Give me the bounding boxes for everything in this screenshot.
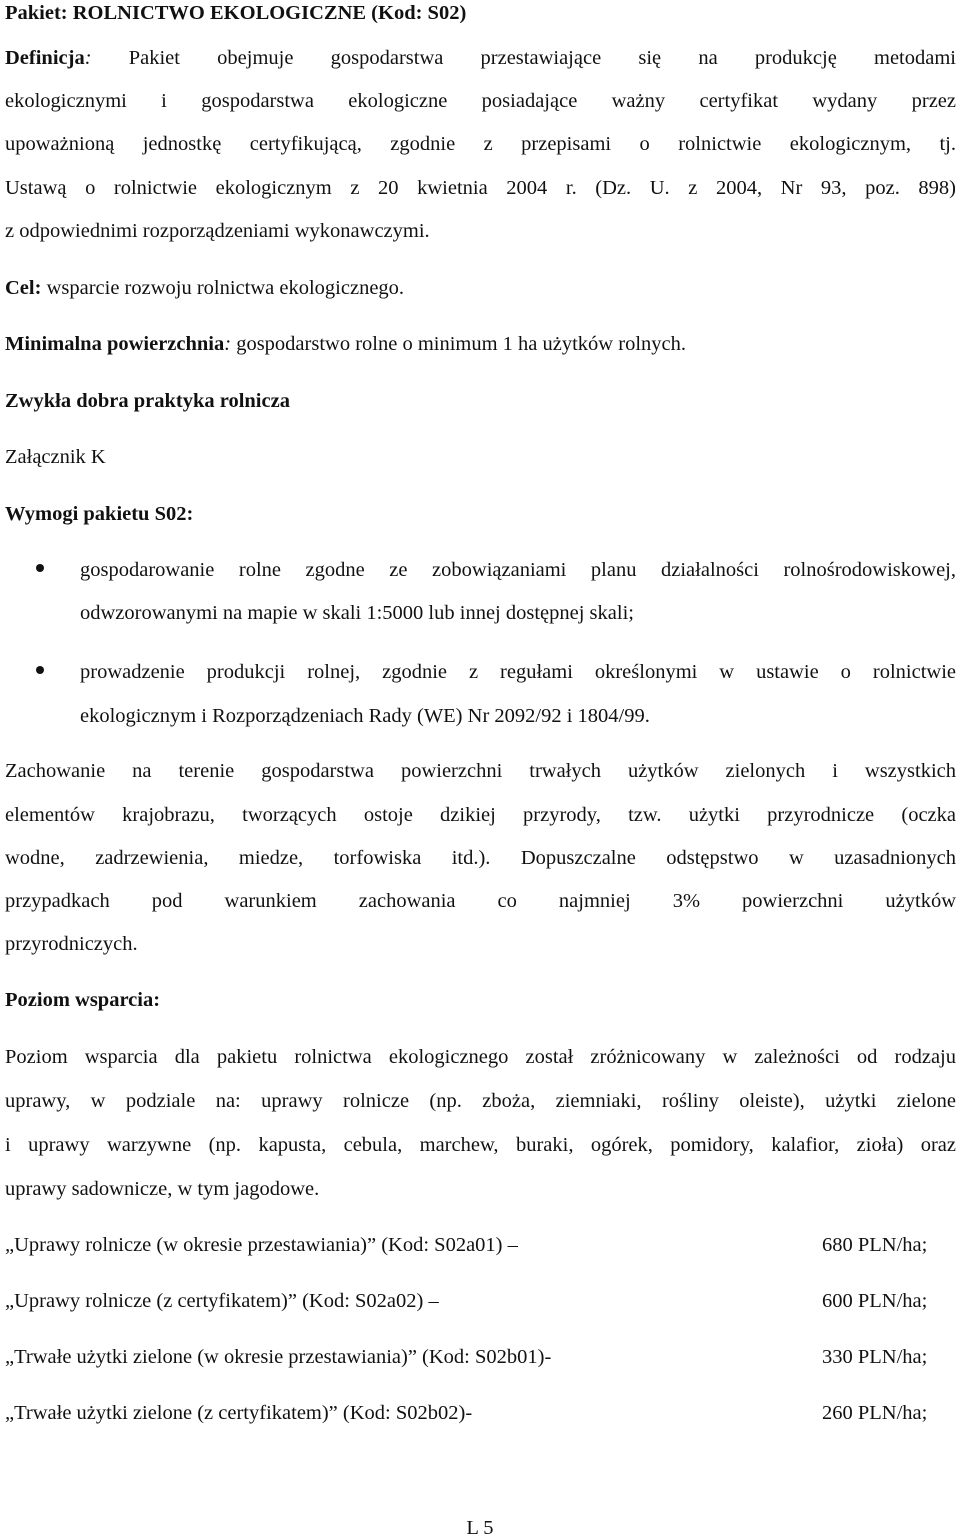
bullet-icon bbox=[36, 564, 44, 572]
conservation-line-5: przyrodniczych. bbox=[5, 933, 138, 955]
conservation-line-4: przypadkach pod warunkiem zachowania co najmniej 3% powierzchni użytków bbox=[5, 890, 956, 912]
conservation-line-2: elementów krajobrazu, tworzących ostoje dzikiej przyrody, tzw. użytki przyrodnicze (oczka bbox=[5, 804, 956, 826]
support-line-3: i uprawy warzywne (np. kapusta, cebula, marchew, buraki, ogórek, pomidory, kalafior, zioła) oraz bbox=[5, 1134, 956, 1156]
rate-value-s02b02: 260 PLN/ha; bbox=[822, 1402, 928, 1424]
min-area-text: gospodarstwo rolne o minimum 1 ha użytków rolnych. bbox=[236, 333, 686, 355]
rate-label-s02b01: „Trwałe użytki zielone (w okresie przestawiania)” (Kod: S02b01)- bbox=[5, 1346, 552, 1368]
conservation-line-3: wodne, zadrzewienia, miedze, torfowiska itd.). Dopuszczalne odstępstwo w uzasadnionych bbox=[5, 847, 956, 869]
support-heading: Poziom wsparcia: bbox=[5, 989, 161, 1011]
support-line-4: uprawy sadownicze, w tym jagodowe. bbox=[5, 1178, 320, 1200]
definition-line-1 bbox=[5, 46, 956, 70]
goal-text: wsparcie rozwoju rolnictwa ekologicznego. bbox=[46, 277, 405, 299]
goal-label: Cel: bbox=[5, 277, 42, 299]
requirement-1-line-2: odwzorowanymi na mapie w skali 1:5000 lub innej dostępnej skali; bbox=[80, 602, 634, 624]
conservation-line-1: Zachowanie na terenie gospodarstwa powierzchni trwałych użytków zielonych i wszystkich bbox=[5, 760, 956, 782]
support-line-2: uprawy, w podziale na: uprawy rolnicze (np. zboża, ziemniaki, rośliny oleiste), użytki zielone bbox=[5, 1090, 956, 1112]
page-number: L 5 bbox=[466, 1517, 494, 1539]
requirement-1-line-1: gospodarowanie rolne zgodne ze zobowiązaniami planu działalności rolnośrodowiskowej, bbox=[80, 559, 956, 581]
definition-line-4: Ustawą o rolnictwie ekologicznym z 20 kwietnia 2004 r. (Dz. U. z 2004, Nr 93, poz. 898) bbox=[5, 177, 956, 199]
rate-value-s02a01: 680 PLN/ha; bbox=[822, 1234, 928, 1256]
rate-label-s02a02: „Uprawy rolnicze (z certyfikatem)” (Kod: S02a02) – bbox=[5, 1290, 439, 1312]
definition-text-1: Pakiet obejmuje gospodarstwa przestawiające się na produkcję metodami bbox=[128, 47, 956, 69]
requirement-2-line-2: ekologicznym i Rozporządzeniach Rady (WE) Nr 2092/92 i 1804/99. bbox=[80, 705, 650, 727]
min-area-label: Minimalna powierzchnia bbox=[5, 333, 225, 355]
definition-colon: : bbox=[84, 47, 92, 69]
package-title: Pakiet: ROLNICTWO EKOLOGICZNE (Kod: S02) bbox=[5, 2, 467, 24]
annex-text: Załącznik K bbox=[5, 446, 106, 468]
practice-heading: Zwykła dobra praktyka rolnicza bbox=[5, 390, 290, 412]
requirements-heading: Wymogi pakietu S02: bbox=[5, 503, 194, 525]
definition-line-3: upoważnioną jednostkę certyfikującą, zgodnie z przepisami o rolnictwie ekologicznym, tj. bbox=[5, 133, 956, 155]
requirement-2-line-1: prowadzenie produkcji rolnej, zgodnie z regułami określonymi w ustawie o rolnictwie bbox=[80, 661, 956, 683]
min-area-colon: : bbox=[224, 333, 232, 355]
rate-value-s02a02: 600 PLN/ha; bbox=[822, 1290, 928, 1312]
rate-value-s02b01: 330 PLN/ha; bbox=[822, 1346, 928, 1368]
rate-label-s02a01: „Uprawy rolnicze (w okresie przestawiania)” (Kod: S02a01) – bbox=[5, 1234, 518, 1256]
definition-line-5: z odpowiednimi rozporządzeniami wykonawczymi. bbox=[5, 220, 430, 242]
rate-label-s02b02: „Trwałe użytki zielone (z certyfikatem)” (Kod: S02b02)- bbox=[5, 1402, 473, 1424]
definition-line-2: ekologicznymi i gospodarstwa ekologiczne posiadające ważny certyfikat wydany przez bbox=[5, 90, 956, 112]
min-area-line bbox=[5, 332, 686, 356]
definition-label: Definicja bbox=[5, 47, 85, 69]
support-line-1: Poziom wsparcia dla pakietu rolnictwa ekologicznego został zróżnicowany w zależności od rodzaju bbox=[5, 1046, 956, 1068]
bullet-icon bbox=[36, 666, 44, 674]
goal-line bbox=[5, 276, 404, 300]
